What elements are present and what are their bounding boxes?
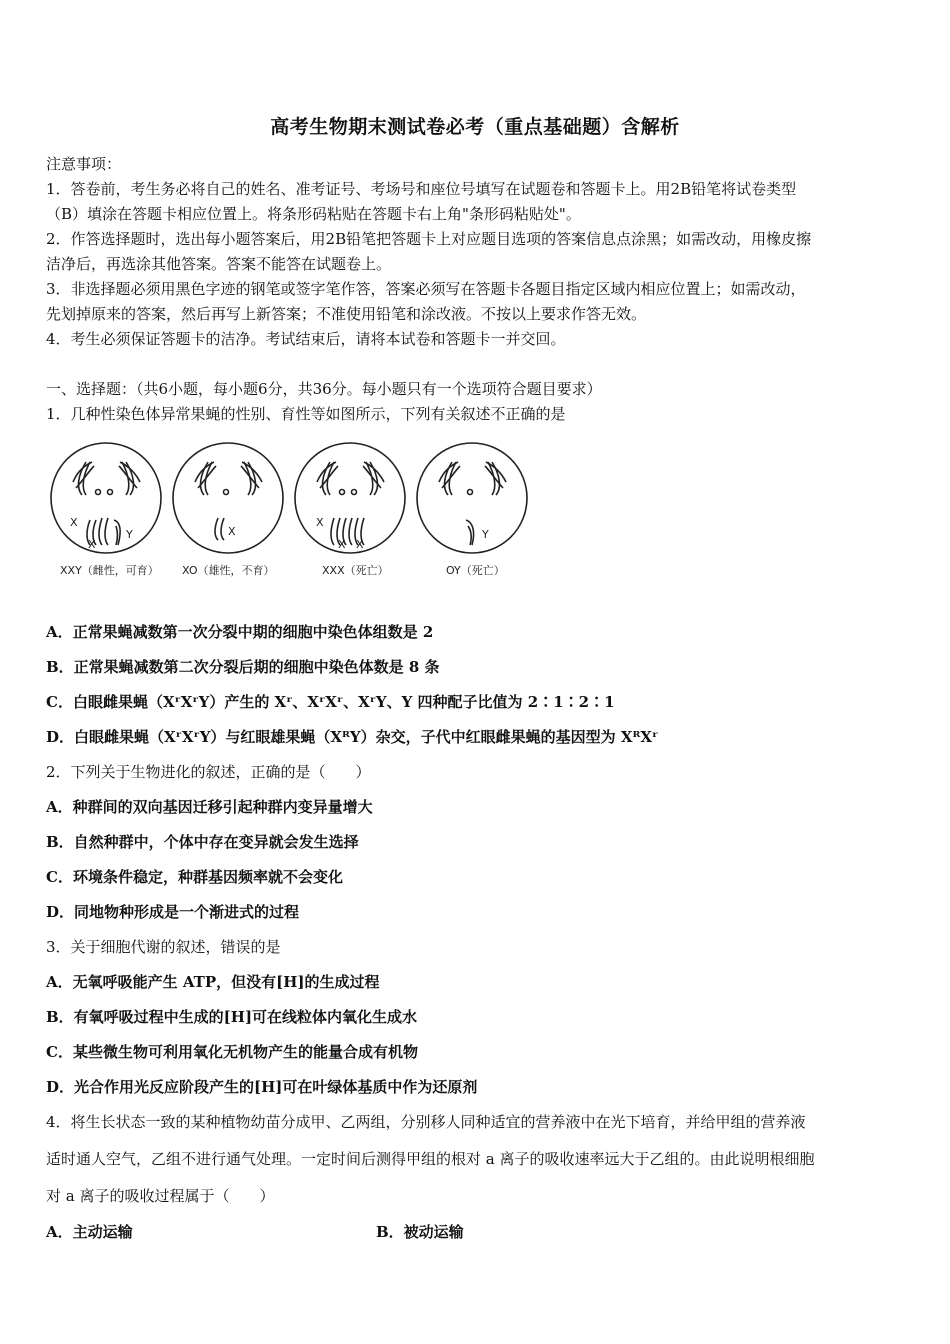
q2-option-a: A．种群间的双向基因迁移引起种群内变异量增大 [46, 798, 373, 816]
chrom-letter: Y [482, 528, 489, 541]
figure-label: OY（死亡） [446, 564, 505, 577]
q2-option-c: C．环境条件稳定，种群基因频率就不会变化 [46, 868, 343, 886]
q1-option-b: B．正常果蝇减数第二次分裂后期的细胞中染色体数是 8 条 [46, 658, 440, 676]
question-1-stem: 1．几种性染色体异常果蝇的性别、育性等如图所示，下列有关叙述不正确的是 [46, 405, 566, 423]
chrom-letter: X [316, 516, 324, 529]
question-3-stem: 3．关于细胞代谢的叙述，错误的是 [46, 938, 281, 956]
notice-item: 4．考生必须保证答题卡的洁净。考试结束后，请将本试卷和答题卡一并交回。 [46, 330, 566, 348]
chrom-letter: X [70, 516, 78, 529]
chrom-letter: Y [126, 528, 133, 541]
figure-label: XO（雄性，不育） [182, 564, 275, 577]
notice-item: 1．答卷前，考生务必将自己的姓名、准考证号、考场号和座位号填写在试题卷和答题卡上。用2B铅笔将试卷类型 [46, 180, 797, 198]
cell-xxx [295, 443, 405, 553]
q2-option-b: B．自然种群中，个体中存在变异就会发生选择 [46, 833, 359, 851]
q1-option-d: D．白眼雌果蝇（XʳXʳY）与红眼雄果蝇（XᴿY）杂交，子代中红眼雌果蝇的基因型为 XᴿXʳ [46, 728, 659, 746]
figure-label: XXX（死亡） [322, 564, 389, 577]
notice-item: 洁净后，再选涂其他答案。答案不能答在试题卷上。 [46, 255, 392, 273]
q4-option-a: A．主动运输 [46, 1223, 133, 1241]
page-title: 高考生物期末测试卷必考（重点基础题）含解析 [270, 116, 680, 138]
q4-option-b: B．被动运输 [376, 1223, 464, 1241]
section-heading: 一、选择题：（共6小题，每小题6分，共36分。每小题只有一个选项符合题目要求） [46, 380, 602, 398]
q2-option-d: D．同地物种形成是一个渐进式的过程 [46, 903, 300, 921]
cell-xxy [51, 443, 161, 553]
q1-option-c: C．白眼雌果蝇（XʳXʳY）产生的 Xʳ、XʳXʳ、XʳY、Y 四种配子比值为 2∶1∶2∶1 [46, 693, 615, 711]
question-4-stem: 4．将生长状态一致的某种植物幼苗分成甲、乙两组，分别移人同种适宜的营养液中在光下培育，并给甲组的营养液 [46, 1113, 806, 1131]
q1-option-a: A．正常果蝇减数第一次分裂中期的细胞中染色体组数是 2 [46, 623, 434, 641]
chrom-letter: X [228, 525, 236, 538]
notice-item: 先划掉原来的答案，然后再写上新答案；不准使用铅笔和涂改液。不按以上要求作答无效。 [46, 305, 647, 323]
question-4-stem: 适时通人空气，乙组不进行通气处理。一定时间后测得甲组的根对 a 离子的吸收速率远大于乙组的。由此说明根细胞 [46, 1150, 815, 1168]
chrom-letter: X [88, 538, 96, 551]
chrom-letter: X [338, 538, 346, 551]
question-2-stem: 2．下列关于生物进化的叙述，正确的是（ ） [46, 763, 371, 781]
q3-option-b: B．有氧呼吸过程中生成的[H]可在线粒体内氧化生成水 [46, 1008, 418, 1026]
q3-option-d: D．光合作用光反应阶段产生的[H]可在叶绿体基质中作为还原剂 [46, 1078, 478, 1096]
notice-item: 2．作答选择题时，选出每小题答案后，用2B铅笔把答题卡上对应题目选项的答案信息点涂黑；如需改动，用橡皮擦 [46, 230, 812, 248]
chromosome-figure [48, 440, 548, 585]
question-4-stem: 对 a 离子的吸收过程属于（ ） [46, 1187, 275, 1205]
cell-oy [417, 443, 527, 553]
q3-option-c: C．某些微生物可利用氧化无机物产生的能量合成有机物 [46, 1043, 418, 1061]
figure-label: XXY（雌性，可育） [60, 564, 159, 577]
notice-heading: 注意事项： [46, 155, 122, 173]
chrom-letter: X [356, 538, 364, 551]
notice-item: （B）填涂在答题卡相应位置上。将条形码粘贴在答题卡右上角"条形码粘贴处"。 [46, 205, 581, 223]
q3-option-a: A．无氧呼吸能产生 ATP，但没有[H]的生成过程 [46, 973, 380, 991]
notice-item: 3．非选择题必须用黑色字迹的钢笔或签字笔作答，答案必须写在答题卡各题目指定区域内相应位置上；如需改动， [46, 280, 806, 298]
